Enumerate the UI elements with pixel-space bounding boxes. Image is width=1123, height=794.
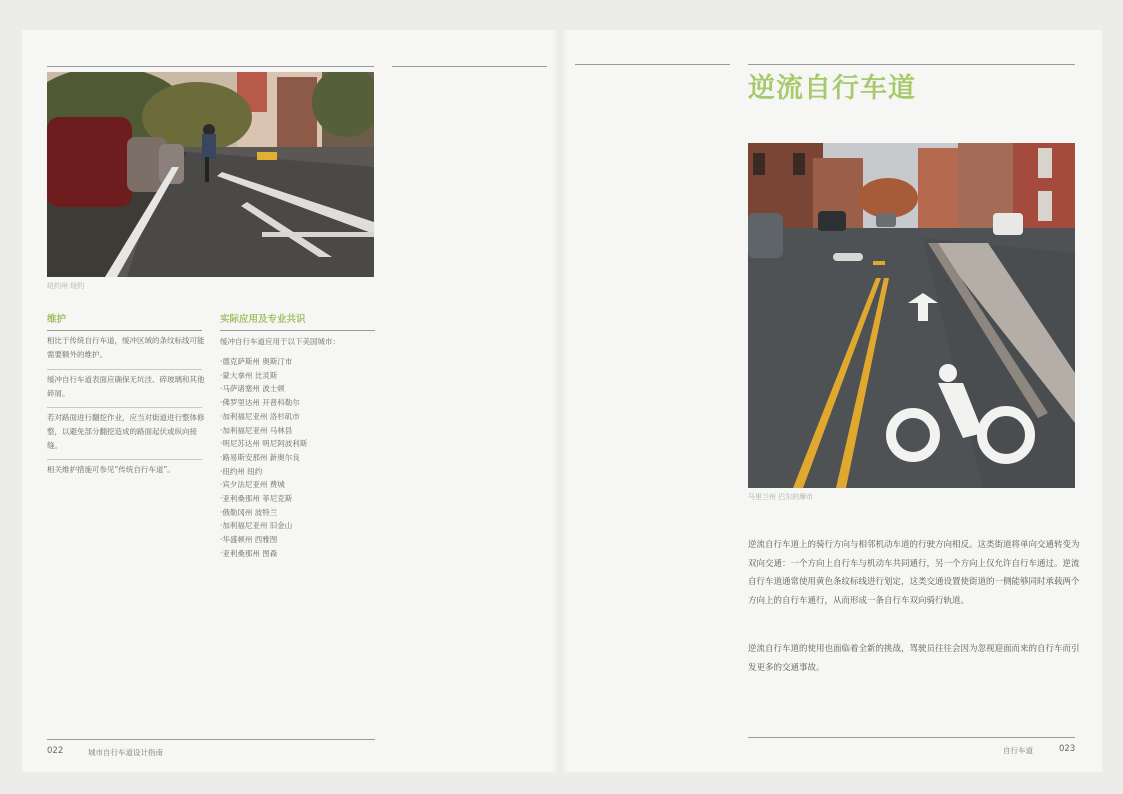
maintenance-divider-2 <box>47 407 202 408</box>
maintenance-rule <box>47 330 202 331</box>
city-list-item: ·华盛顿州 西雅图 <box>220 535 278 545</box>
practice-heading: 实际应用及专业共识 <box>220 314 306 325</box>
city-list-item: ·蒙大拿州 比灵斯 <box>220 370 278 380</box>
top-rule-left <box>47 66 374 67</box>
city-list-item: ·加利福尼亚州 马林县 <box>220 425 293 435</box>
photo-baltimore-contraflow-lane <box>748 143 1075 488</box>
photo-new-york-buffered-lane <box>47 72 374 277</box>
maintenance-paragraph-1: 相比于传统自行车道，缓冲区域的条纹标线可能需要额外的维护。 <box>47 336 205 359</box>
city-list-item: ·纽约州 纽约 <box>220 466 263 476</box>
maintenance-divider-3 <box>47 459 202 460</box>
page-number-right: 023 <box>1059 744 1076 754</box>
book-gutter <box>552 30 568 772</box>
top-rule-right-2 <box>748 64 1075 65</box>
city-list-item: ·加利福尼亚州 旧金山 <box>220 521 293 531</box>
city-list-item: ·马萨诸塞州 波士顿 <box>220 384 285 394</box>
page-number-left: 022 <box>47 746 64 756</box>
photo-caption-left: 纽约州 纽约 <box>47 282 85 290</box>
city-list-item: ·路易斯安那州 新奥尔良 <box>220 452 300 462</box>
body-paragraph-2: 逆流自行车道的使用也面临着全新的挑战，驾驶员往往会因为忽视迎面而来的自行车而引发更多的交通事故。 <box>748 644 1080 673</box>
city-list-item: ·亚利桑那州 图森 <box>220 548 278 558</box>
top-rule-left-2 <box>392 66 547 67</box>
city-list <box>220 355 370 561</box>
city-list-item: ·俄勒冈州 波特兰 <box>220 507 278 517</box>
city-list-item: ·亚利桑那州 菲尼克斯 <box>220 494 293 504</box>
maintenance-paragraph-2: 缓冲自行车道表面应确保无坑洼、碎玻璃和其他碎屑。 <box>47 375 205 398</box>
footer-rule-right <box>748 737 1075 738</box>
city-list-item: ·德克萨斯州 奥斯汀市 <box>220 357 293 366</box>
city-list-item: ·明尼苏达州 明尼阿波利斯 <box>220 439 308 449</box>
practice-intro: 缓冲自行车道应用于以下美国城市： <box>220 337 340 346</box>
city-list-item: ·加利福尼亚州 洛杉矶市 <box>220 411 300 421</box>
body-paragraph-1: 逆流自行车道上的骑行方向与相邻机动车道的行驶方向相反。这类街道将单向交通转变为双向交通：一个方向上自行车与机动车共同通行，另一个方向上仅允许自行车通过。逆流自行车道通常使用黄色条纹标线进行划定，这类交通设置使街道的一侧能够同时承载两个方向上的自行车通行，从而形成一条自行车双向骑行轨道。 <box>748 540 1080 606</box>
book-title-footer: 城市自行车道设计指南 <box>88 748 163 757</box>
maintenance-divider-1 <box>47 369 202 370</box>
section-name-footer: 自行车道 <box>1003 746 1033 755</box>
footer-rule-left <box>47 739 375 740</box>
photo-caption-right: 马里兰州 巴尔的摩市 <box>748 493 814 501</box>
maintenance-paragraph-3: 若对路面进行翻挖作业，应当对街道进行整体修整，以避免部分翻挖造成的路面起伏或纵向接缝。 <box>47 413 205 450</box>
maintenance-heading: 维护 <box>47 314 67 325</box>
maintenance-paragraph-4: 相关维护措施可参见“传统自行车道”。 <box>47 465 175 474</box>
practice-rule <box>220 330 375 331</box>
city-list-item: ·佛罗里达州 开普科勒尔 <box>220 398 300 408</box>
city-list-item: ·宾夕法尼亚州 费城 <box>220 480 285 490</box>
page-title: 逆流自行车道 <box>748 73 916 104</box>
top-rule-right-1 <box>575 64 730 65</box>
